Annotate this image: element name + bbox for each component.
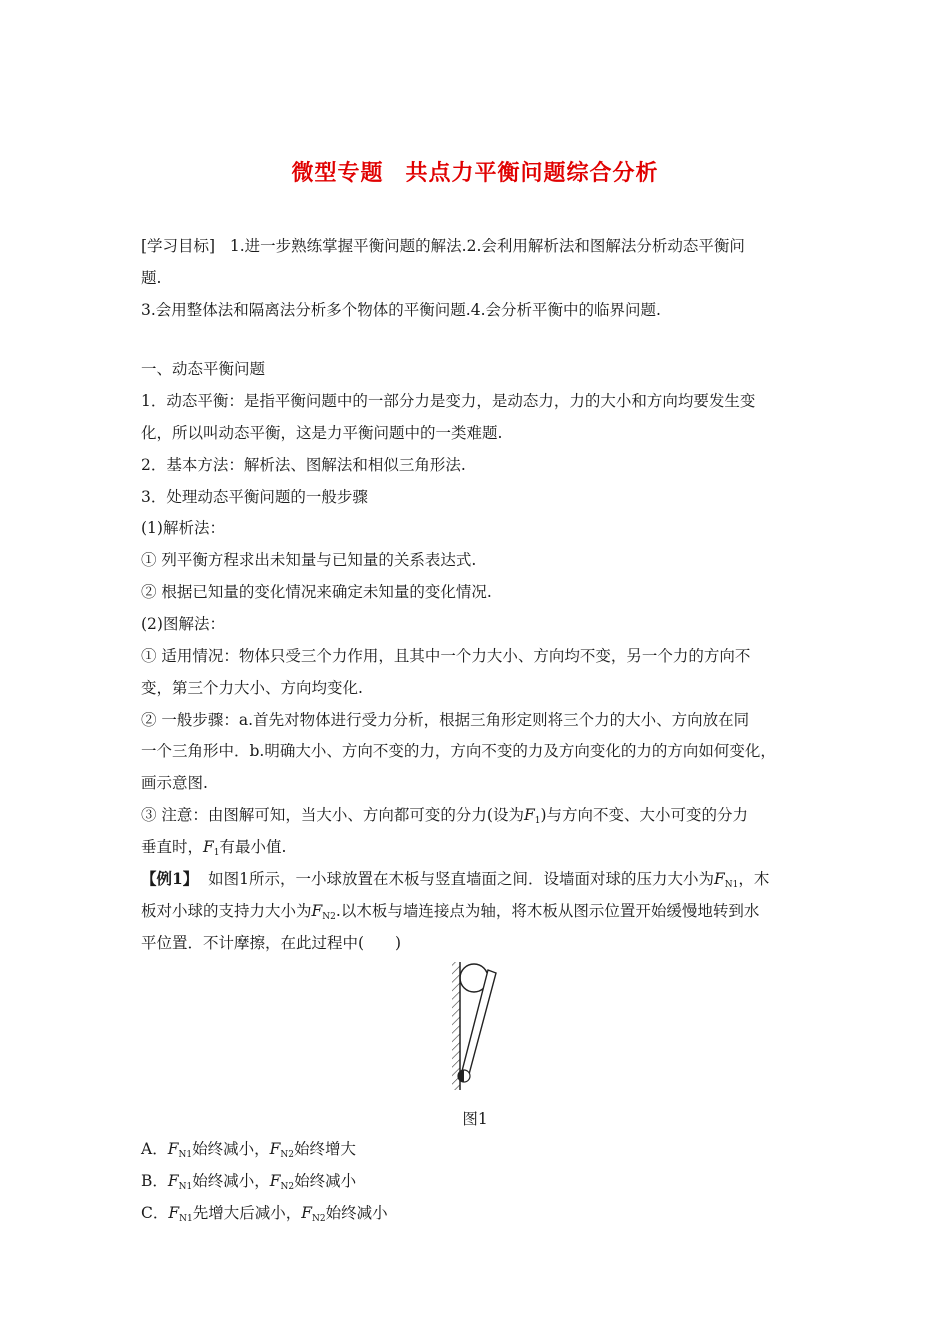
para-3: 3．处理动态平衡问题的一般步骤 xyxy=(141,488,368,506)
force-symbol: F xyxy=(523,806,535,824)
board xyxy=(461,970,496,1078)
example-1-line-2: 板对小球的支持力大小为$F_{N2}$.以木板与墙连接点为轴，将木板从图示位置开始缓慢地转到水 xyxy=(141,902,760,922)
graphic-step-1-line-2: 变，第三个力大小、方向均变化. xyxy=(141,679,363,697)
graphic-step-2-line-1: ② 一般步骤：a.首先对物体进行受力分析，根据三角形定则将三个力的大小、方向放在同 xyxy=(141,711,750,729)
option-c: C．$F_{N1}$先增大后减小，$F_{N2}$始终减小 xyxy=(141,1204,388,1224)
graphic-step-3-line-2: 垂直时，$F_1$有最小值. xyxy=(141,838,287,858)
objectives-label: [学习目标] xyxy=(141,237,216,255)
graphic-step-2-line-2: 一个三角形中．b.明确大小、方向不变的力，方向不变的力及方向变化的力的方向如何变化， xyxy=(141,742,776,760)
para-2: 2．基本方法：解析法、图解法和相似三角形法. xyxy=(141,456,466,474)
example-1-line-3: 平位置．不计摩擦，在此过程中( ) xyxy=(141,934,402,952)
wall-hatching xyxy=(452,962,460,1090)
graphic-label: (2)图解法： xyxy=(141,615,225,633)
option-b: B．$F_{N1}$始终减小，$F_{N2}$始终减小 xyxy=(141,1172,357,1192)
example-1-line-1: 【例1】 如图1所示，一小球放置在木板与竖直墙面之间．设墙面对球的压力大小为$F_{N1}$，木 xyxy=(141,869,770,890)
analytic-step-1: ① 列平衡方程求出未知量与已知量的关系表达式. xyxy=(141,551,477,569)
title-part-2: 共点力平衡问题综合分析 xyxy=(405,161,659,186)
objectives-line-1: [学习目标] 1.进一步熟练掌握平衡问题的解法.2.会利用解析法和图解法分析动态平衡问 xyxy=(141,237,745,255)
figure-1-diagram xyxy=(440,960,510,1095)
option-a: A．$F_{N1}$始终减小，$F_{N2}$始终增大 xyxy=(141,1140,356,1160)
graphic-step-1-line-1: ① 适用情况：物体只受三个力作用，且其中一个力大小、方向均不变，另一个力的方向不 xyxy=(141,647,751,665)
para-1-line-2: 化，所以叫动态平衡，这是力平衡问题中的一类难题. xyxy=(141,424,503,442)
objectives-line-3: 3.会用整体法和隔离法分析多个物体的平衡问题.4.会分析平衡中的临界问题. xyxy=(141,301,661,319)
title-part-1: 微型专题 xyxy=(291,161,384,186)
figure-caption: 图1 xyxy=(462,1110,488,1128)
para-1-line-1: 1．动态平衡：是指平衡问题中的一部分力是变力，是动态力，力的大小和方向均要发生变 xyxy=(141,392,756,410)
force-symbol: F xyxy=(203,838,214,856)
objectives-line-2: 题. xyxy=(141,269,162,287)
graphic-step-3-line-1: ③ 注意：由图解可知，当大小、方向都可变的分力(设为$F_1$)与方向不变、大小可变的分力 xyxy=(141,806,749,826)
section-heading: 一、动态平衡问题 xyxy=(141,360,266,378)
analytic-step-2: ② 根据已知量的变化情况来确定未知量的变化情况. xyxy=(141,583,492,601)
graphic-step-2-line-3: 画示意图. xyxy=(141,774,208,792)
analytic-label: (1)解析法： xyxy=(141,519,225,537)
page-title xyxy=(0,156,950,187)
example-label: 【例1】 xyxy=(141,869,199,888)
